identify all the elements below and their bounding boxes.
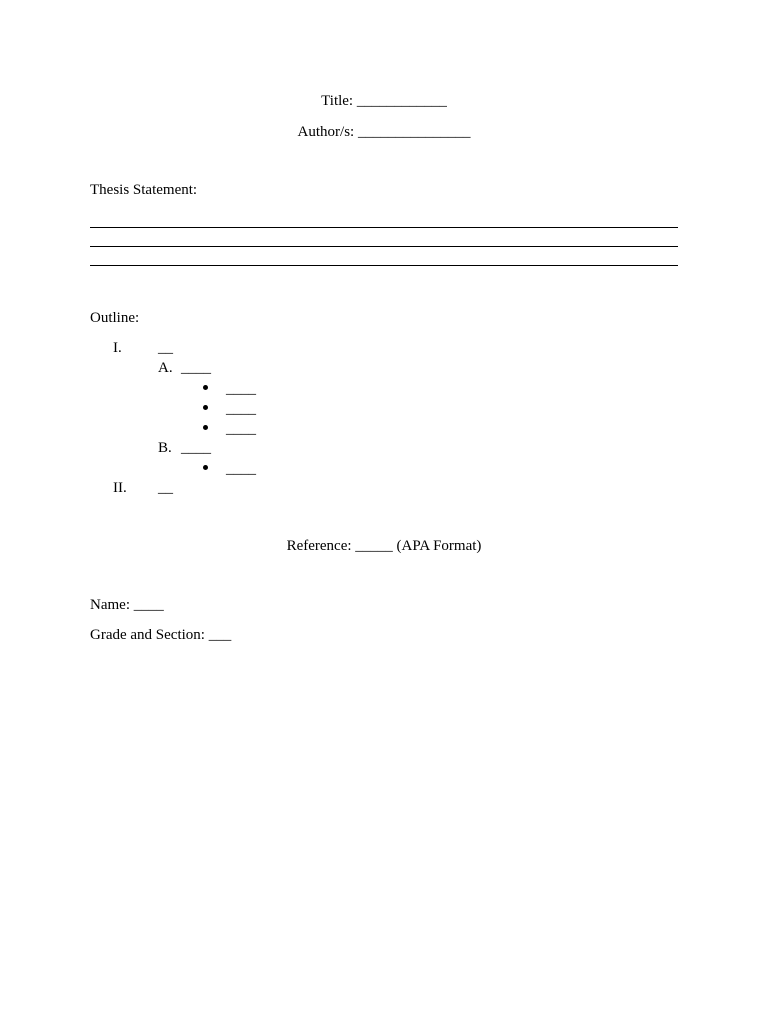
bullet-a-3-text: ____	[226, 421, 256, 437]
bullet-icon	[203, 405, 208, 410]
thesis-blank-line-3	[90, 265, 678, 266]
outline-numeral-2: II.	[113, 480, 127, 496]
outline-item-1-text: __	[158, 340, 173, 356]
thesis-blank-line-2	[90, 246, 678, 247]
bullet-icon	[203, 385, 208, 390]
grade-section-line: Grade and Section: ___	[90, 627, 232, 643]
outline-letter-b: B.	[158, 440, 172, 456]
title-line: Title: ____________	[321, 93, 447, 109]
thesis-label: Thesis Statement:	[90, 182, 198, 198]
authors-line: Author/s: _______________	[297, 124, 471, 140]
thesis-blank-line-1	[90, 227, 678, 228]
bullet-icon	[203, 425, 208, 430]
bullet-a-1-text: ____	[226, 381, 256, 397]
outline-label: Outline:	[90, 310, 140, 326]
outline-subitem-a-text: ____	[181, 360, 211, 376]
outline-numeral-1: I.	[113, 340, 122, 356]
bullet-a-2-text: ____	[226, 401, 256, 417]
outline-subitem-b-text: ____	[181, 440, 211, 456]
bullet-icon	[203, 465, 208, 470]
reference-line: Reference: _____ (APA Format)	[286, 538, 482, 554]
bullet-b-1-text: ____	[226, 461, 256, 477]
name-line: Name: ____	[90, 597, 164, 613]
outline-item-2-text: __	[158, 480, 173, 496]
outline-letter-a: A.	[158, 360, 173, 376]
